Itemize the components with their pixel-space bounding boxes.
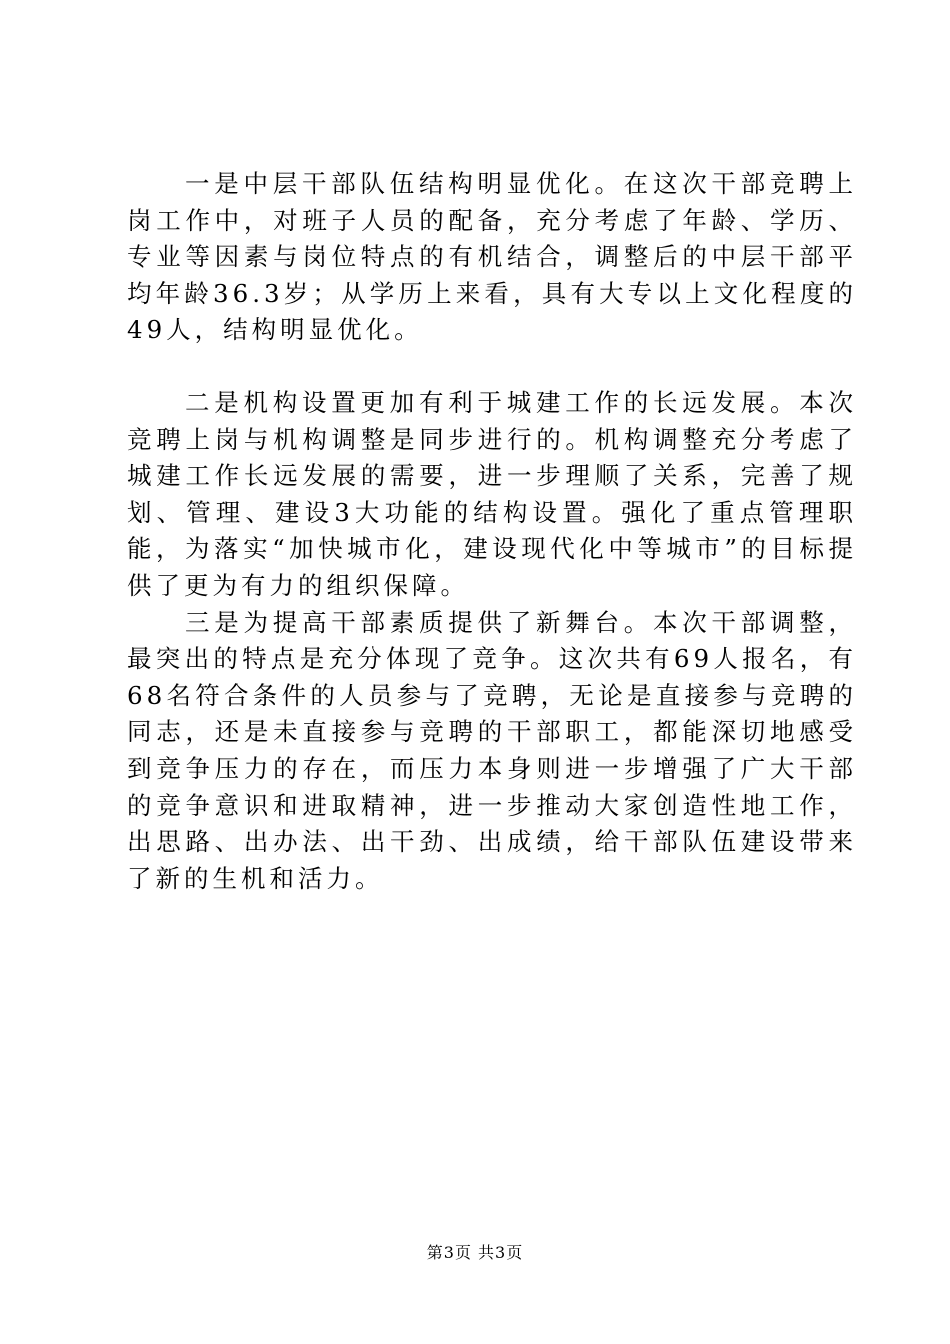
paragraph-3: 三是为提高干部素质提供了新舞台。本次干部调整，最突出的特点是充分体现了竞争。这次共有69人报名，有68名符合条件的人员参与了竞聘，无论是直接参与竞聘的同志，还是未直接参与竞聘的干部职工，都能深切地感受到竞争压力的存在，而压力本身则进一步增强了广大干部的竞争意识和进取精神，进一步推动大家创造性地工作，出思路、出办法、出干劲、出成绩，给干部队伍建设带来了新的生机和活力。 xyxy=(127,607,857,893)
document-body xyxy=(127,166,857,897)
paragraph-2: 二是机构设置更加有利于城建工作的长远发展。本次竞聘上岗与机构调整是同步进行的。机构调整充分考虑了城建工作长远发展的需要，进一步理顺了关系，完善了规划、管理、建设3大功能的结构设置。强化了重点管理职能，为落实“加快城市化，建设现代化中等城市”的目标提供了更为有力的组织保障。 xyxy=(127,387,857,600)
page-footer: 第3页 共3页 xyxy=(426,1243,524,1262)
paragraph-1: 一是中层干部队伍结构明显优化。在这次干部竞聘上岗工作中，对班子人员的配备，充分考虑了年龄、学历、专业等因素与岗位特点的有机结合，调整后的中层干部平均年龄36.3岁；从学历上来看，具有大专以上文化程度的49人，结构明显优化。 xyxy=(127,169,857,345)
